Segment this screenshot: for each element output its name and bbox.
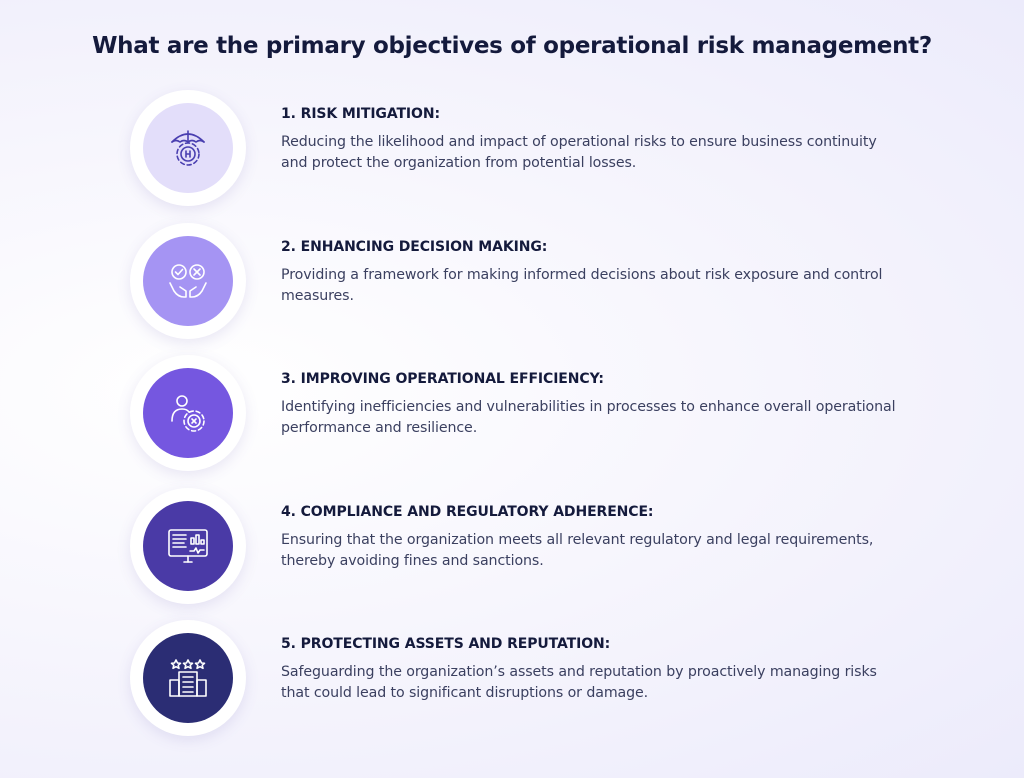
icon-circle bbox=[143, 501, 233, 591]
objective-item-5 bbox=[130, 620, 930, 736]
objective-item-4 bbox=[130, 488, 930, 604]
umbrella-gear-icon bbox=[164, 124, 212, 172]
objective-description: Providing a framework for making informed decisions about risk exposure and control measures. bbox=[281, 267, 883, 304]
icon-halo bbox=[130, 488, 246, 604]
monitor-report-icon bbox=[164, 522, 212, 570]
objective-item-1 bbox=[130, 90, 930, 206]
icon-circle bbox=[143, 633, 233, 723]
person-gear-icon bbox=[164, 389, 212, 437]
objective-description: Reducing the likelihood and impact of operational risks to ensure business continuity and protect the organization from potential losses. bbox=[281, 134, 877, 171]
objective-item-2 bbox=[130, 223, 930, 339]
icon-halo bbox=[130, 90, 246, 206]
icon-circle bbox=[143, 103, 233, 193]
icon-halo bbox=[130, 620, 246, 736]
objective-heading: 5. PROTECTING ASSETS AND REPUTATION: bbox=[281, 636, 611, 652]
objective-heading: 1. RISK MITIGATION: bbox=[281, 106, 440, 122]
objective-description: Identifying inefficiencies and vulnerabilities in processes to enhance overall operational performance and resilience. bbox=[281, 399, 896, 436]
objective-heading: 4. COMPLIANCE AND REGULATORY ADHERENCE: bbox=[281, 504, 654, 520]
icon-halo bbox=[130, 223, 246, 339]
objective-heading: 3. IMPROVING OPERATIONAL EFFICIENCY: bbox=[281, 371, 604, 387]
page-title: What are the primary objectives of operational risk management? bbox=[92, 33, 932, 59]
icon-circle bbox=[143, 368, 233, 458]
icon-halo bbox=[130, 355, 246, 471]
objective-description: Ensuring that the organization meets all relevant regulatory and legal requirements, thereby avoiding fines and sanctions. bbox=[281, 532, 874, 569]
building-stars-icon bbox=[164, 654, 212, 702]
icon-circle bbox=[143, 236, 233, 326]
hands-check-cross-icon bbox=[164, 257, 212, 305]
objective-description: Safeguarding the organization’s assets and reputation by proactively managing risks that could lead to significant disruptions or damage. bbox=[281, 664, 877, 701]
objective-item-3 bbox=[130, 355, 930, 471]
objective-heading: 2. ENHANCING DECISION MAKING: bbox=[281, 239, 548, 255]
